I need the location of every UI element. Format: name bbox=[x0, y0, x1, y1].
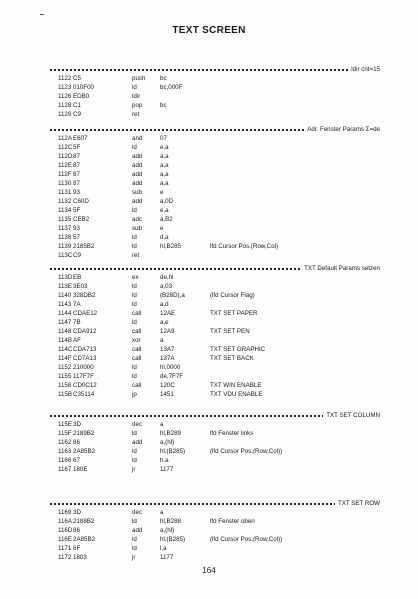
operand: a,03 bbox=[160, 283, 173, 290]
address: 1139 bbox=[58, 243, 72, 250]
operand: a bbox=[160, 509, 164, 516]
mnemonic: add bbox=[132, 162, 143, 169]
mnemonic: jr bbox=[132, 466, 136, 473]
operand: hl,B285 bbox=[160, 243, 181, 250]
operand: 12AE bbox=[160, 310, 176, 317]
comment: TXT SET PEN bbox=[210, 328, 250, 335]
mnemonic: ld bbox=[132, 430, 137, 437]
listing-row bbox=[50, 420, 380, 429]
mnemonic: ld bbox=[132, 518, 137, 525]
opcode: EB bbox=[73, 274, 82, 281]
listing-row bbox=[50, 300, 380, 309]
address: 115B bbox=[58, 391, 72, 398]
mnemonic: ex bbox=[132, 274, 139, 281]
address: 115E bbox=[58, 421, 72, 428]
address: 1163 bbox=[58, 448, 72, 455]
mnemonic: call bbox=[132, 355, 142, 362]
opcode: 1803 bbox=[73, 554, 87, 561]
operand: e bbox=[160, 189, 164, 196]
listing-row bbox=[50, 242, 380, 251]
opcode: CEB2 bbox=[73, 216, 90, 223]
dotted-rule bbox=[50, 503, 380, 505]
listing-row bbox=[50, 447, 380, 456]
operand: hl,(B285) bbox=[160, 448, 186, 455]
opcode: CD0C12 bbox=[73, 382, 97, 389]
address: 1130 bbox=[58, 180, 72, 187]
mnemonic: ld bbox=[132, 234, 137, 241]
operand: a,a bbox=[160, 171, 169, 178]
mnemonic: ld bbox=[132, 373, 137, 380]
mnemonic: ret bbox=[132, 111, 140, 118]
operand: hl,B288 bbox=[160, 518, 181, 525]
mnemonic: and bbox=[132, 135, 143, 142]
listing-row bbox=[50, 233, 380, 242]
mnemonic: call bbox=[132, 346, 142, 353]
address: 112F bbox=[58, 171, 72, 178]
comment: lfd Fenster oben bbox=[210, 518, 255, 525]
operand: h,a bbox=[160, 457, 169, 464]
address: 1126 bbox=[58, 93, 72, 100]
mnemonic: ld bbox=[132, 301, 137, 308]
address: 113D bbox=[58, 274, 73, 281]
mnemonic: adc bbox=[132, 216, 142, 223]
opcode: 87 bbox=[73, 153, 80, 160]
mnemonic: sub bbox=[132, 189, 142, 196]
mnemonic: add bbox=[132, 527, 143, 534]
operand: a,a bbox=[160, 162, 169, 169]
address: 1128 bbox=[58, 102, 72, 109]
listing-section bbox=[50, 65, 380, 119]
listing-row bbox=[50, 206, 380, 215]
listing-row bbox=[50, 161, 380, 170]
listing-row bbox=[50, 273, 380, 282]
operand: 1451 bbox=[160, 391, 174, 398]
mnemonic: ld bbox=[132, 144, 137, 151]
opcode: 2188B2 bbox=[73, 518, 95, 525]
comment: TXT SET PAPER bbox=[210, 310, 258, 317]
address: 1144 bbox=[58, 310, 72, 317]
section-label: TXT Default Params setzen bbox=[301, 264, 380, 273]
operand: hl,0000 bbox=[160, 364, 181, 371]
listing-row bbox=[50, 456, 380, 465]
address: 112C bbox=[58, 144, 73, 151]
listing-row bbox=[50, 291, 380, 300]
operand: a bbox=[160, 337, 164, 344]
address: 1162 bbox=[58, 439, 72, 446]
operand: a,(hl) bbox=[160, 439, 175, 446]
listing-row bbox=[50, 188, 380, 197]
operand: e,a bbox=[160, 144, 169, 151]
operand: 1177 bbox=[160, 466, 174, 473]
operand: 07 bbox=[160, 135, 167, 142]
address: 112E bbox=[58, 162, 72, 169]
operand: e,a bbox=[160, 207, 169, 214]
listing-row bbox=[50, 318, 380, 327]
opcode: 2A85B2 bbox=[73, 448, 96, 455]
operand: 137A bbox=[160, 355, 175, 362]
opcode: C9 bbox=[73, 111, 81, 118]
mnemonic: call bbox=[132, 328, 142, 335]
opcode: 93 bbox=[73, 189, 80, 196]
address: 1138 bbox=[58, 234, 72, 241]
listing-row bbox=[50, 390, 380, 399]
mnemonic: xor bbox=[132, 337, 141, 344]
address: 1158 bbox=[58, 382, 72, 389]
address: 1147 bbox=[58, 319, 72, 326]
address: 1129 bbox=[58, 111, 72, 118]
opcode: 6F bbox=[73, 545, 81, 552]
operand: hl,B289 bbox=[160, 430, 181, 437]
listing-row bbox=[50, 251, 380, 260]
listing-row bbox=[50, 92, 380, 101]
mnemonic: add bbox=[132, 439, 143, 446]
opcode: 7A bbox=[73, 301, 81, 308]
listing-section bbox=[50, 264, 380, 399]
address: 1134 bbox=[58, 207, 72, 214]
listing-row bbox=[50, 535, 380, 544]
opcode: 328DB2 bbox=[73, 292, 96, 299]
section-separator bbox=[50, 65, 380, 74]
opcode: 2A85B2 bbox=[73, 536, 96, 543]
mnemonic: ld bbox=[132, 457, 137, 464]
operand: bc bbox=[160, 75, 167, 82]
listing-row bbox=[50, 224, 380, 233]
mnemonic: ldir bbox=[132, 93, 141, 100]
address: 1172 bbox=[58, 554, 72, 561]
address: 1140 bbox=[58, 292, 72, 299]
opcode: 3D bbox=[73, 509, 81, 516]
mnemonic: dec bbox=[132, 509, 142, 516]
address: 1166 bbox=[58, 457, 72, 464]
opcode: CD7A13 bbox=[73, 355, 97, 362]
listing-row bbox=[50, 381, 380, 390]
operand: a,d bbox=[160, 301, 169, 308]
opcode: 210000 bbox=[73, 364, 94, 371]
mnemonic: call bbox=[132, 310, 142, 317]
listing-row bbox=[50, 336, 380, 345]
address: 114C bbox=[58, 346, 73, 353]
listing-row bbox=[50, 282, 380, 291]
listing-row bbox=[50, 553, 380, 562]
opcode: 2189B2 bbox=[73, 430, 95, 437]
listing-row bbox=[50, 179, 380, 188]
mnemonic: pop bbox=[132, 102, 143, 109]
section-separator bbox=[50, 125, 380, 134]
opcode: 87 bbox=[73, 162, 80, 169]
operand: de,7F7F bbox=[160, 373, 184, 380]
mnemonic: sub bbox=[132, 225, 142, 232]
opcode: 180E bbox=[73, 466, 88, 473]
listing-row bbox=[50, 526, 380, 535]
opcode: 86 bbox=[73, 527, 80, 534]
mnemonic: ld bbox=[132, 448, 137, 455]
address: 1171 bbox=[58, 545, 72, 552]
operand: a,a bbox=[160, 153, 169, 160]
address: 116A bbox=[58, 518, 72, 525]
opcode: AF bbox=[73, 337, 81, 344]
address: 114F bbox=[58, 355, 72, 362]
listing-row bbox=[50, 309, 380, 318]
address: 1169 bbox=[58, 509, 72, 516]
comment: TXT WIN ENABLE bbox=[210, 382, 262, 389]
mnemonic: jp bbox=[132, 391, 137, 398]
opcode: 87 bbox=[73, 180, 80, 187]
address: 116E bbox=[58, 536, 72, 543]
listing-row bbox=[50, 74, 380, 83]
operand: l,a bbox=[160, 545, 167, 552]
comment: (lfd Cursor Flag) bbox=[210, 292, 255, 299]
address: 1152 bbox=[58, 364, 72, 371]
mnemonic: ld bbox=[132, 364, 137, 371]
opcode: 7B bbox=[73, 319, 81, 326]
mnemonic: jr bbox=[132, 554, 136, 561]
address: 112A bbox=[58, 135, 72, 142]
opcode: EDB0 bbox=[73, 93, 90, 100]
address: 1155 bbox=[58, 373, 72, 380]
opcode: 117F7F bbox=[73, 373, 94, 380]
mnemonic: add bbox=[132, 180, 143, 187]
address: 1135 bbox=[58, 216, 72, 223]
operand: a,B2 bbox=[160, 216, 173, 223]
address: 1131 bbox=[58, 189, 72, 196]
opcode: 67 bbox=[73, 457, 80, 464]
operand: d,a bbox=[160, 234, 169, 241]
address: 116D bbox=[58, 527, 73, 534]
section-label: ldir cnt=15 bbox=[348, 65, 380, 74]
opcode: C1 bbox=[73, 102, 81, 109]
listing-row bbox=[50, 363, 380, 372]
operand: (B28D),a bbox=[160, 292, 185, 299]
address: 113C bbox=[58, 252, 73, 259]
listing-row bbox=[50, 83, 380, 92]
address: 1137 bbox=[58, 225, 72, 232]
listing-row bbox=[50, 134, 380, 143]
opcode: C60D bbox=[73, 198, 89, 205]
section-label: TXT SET ROW bbox=[335, 499, 380, 508]
listing-row bbox=[50, 438, 380, 447]
comment: TXT SET BACK bbox=[210, 355, 254, 362]
listing-row bbox=[50, 465, 380, 474]
page-number: 164 bbox=[202, 566, 216, 575]
address: 113E bbox=[58, 283, 72, 290]
operand: 13A7 bbox=[160, 346, 175, 353]
page-title: TEXT SCREEN bbox=[172, 25, 246, 36]
listing-row bbox=[50, 508, 380, 517]
listing-row bbox=[50, 101, 380, 110]
opcode: E607 bbox=[73, 135, 88, 142]
operand: hl,(B285) bbox=[160, 536, 186, 543]
opcode: C5 bbox=[73, 75, 81, 82]
mnemonic: ld bbox=[132, 243, 137, 250]
opcode: 3E03 bbox=[73, 283, 88, 290]
mnemonic: dec bbox=[132, 421, 142, 428]
listing-section bbox=[50, 499, 380, 562]
operand: 120C bbox=[160, 382, 175, 389]
listing-row bbox=[50, 517, 380, 526]
operand: a,a bbox=[160, 180, 169, 187]
address: 1167 bbox=[58, 466, 72, 473]
operand: bc bbox=[160, 102, 167, 109]
listing-row bbox=[50, 354, 380, 363]
page-mark bbox=[40, 14, 44, 15]
section-separator bbox=[50, 264, 380, 273]
listing-row bbox=[50, 327, 380, 336]
comment: TXT VDU ENABLE bbox=[210, 391, 263, 398]
mnemonic: ld bbox=[132, 292, 137, 299]
mnemonic: ld bbox=[132, 536, 137, 543]
mnemonic: add bbox=[132, 153, 143, 160]
comment: (lfd Cursor Pos.(Row,Col)) bbox=[210, 448, 283, 455]
opcode: 010F00 bbox=[73, 84, 94, 91]
mnemonic: add bbox=[132, 171, 143, 178]
operand: e bbox=[160, 225, 164, 232]
listing-section bbox=[50, 411, 380, 474]
mnemonic: ld bbox=[132, 319, 137, 326]
mnemonic: add bbox=[132, 198, 143, 205]
listing-row bbox=[50, 372, 380, 381]
comment: lfd Fenster links bbox=[210, 430, 254, 437]
mnemonic: ret bbox=[132, 252, 140, 259]
listing-row bbox=[50, 170, 380, 179]
opcode: C35114 bbox=[73, 391, 95, 398]
listing-row bbox=[50, 544, 380, 553]
operand: de,hl bbox=[160, 274, 174, 281]
section-separator bbox=[50, 411, 380, 420]
listing-section bbox=[50, 125, 380, 260]
opcode: C9 bbox=[73, 252, 81, 259]
opcode: 5F bbox=[73, 207, 81, 214]
address: 1148 bbox=[58, 328, 72, 335]
opcode: 2185B2 bbox=[73, 243, 95, 250]
listing-row bbox=[50, 215, 380, 224]
mnemonic: ld bbox=[132, 283, 137, 290]
operand: a,(hl) bbox=[160, 527, 175, 534]
listing-row bbox=[50, 197, 380, 206]
section-label: TXT SET COLUMN bbox=[323, 411, 380, 420]
section-label: Adr. Fenster Params Σ=de bbox=[304, 125, 380, 134]
section-separator bbox=[50, 499, 380, 508]
opcode: CDAE12 bbox=[73, 310, 98, 317]
listing-row bbox=[50, 110, 380, 119]
address: 1143 bbox=[58, 301, 72, 308]
mnemonic: call bbox=[132, 382, 142, 389]
address: 1122 bbox=[58, 75, 72, 82]
opcode: 57 bbox=[73, 234, 80, 241]
operand: 12A9 bbox=[160, 328, 175, 335]
comment: (lfd Cursor Pos.(Row,Col)) bbox=[210, 536, 283, 543]
address: 1123 bbox=[58, 84, 72, 91]
opcode: CDA912 bbox=[73, 328, 97, 335]
listing-row bbox=[50, 152, 380, 161]
opcode: 93 bbox=[73, 225, 80, 232]
opcode: CDA713 bbox=[73, 346, 97, 353]
operand: 1177 bbox=[160, 554, 174, 561]
opcode: 87 bbox=[73, 171, 80, 178]
listing-row bbox=[50, 345, 380, 354]
opcode: 3D bbox=[73, 421, 81, 428]
address: 115F bbox=[58, 430, 72, 437]
address: 1132 bbox=[58, 198, 72, 205]
opcode: 5F bbox=[73, 144, 81, 151]
address: 114B bbox=[58, 337, 72, 344]
mnemonic: ld bbox=[132, 207, 137, 214]
mnemonic: ld bbox=[132, 84, 137, 91]
mnemonic: push bbox=[132, 75, 146, 82]
dotted-rule bbox=[50, 69, 380, 71]
mnemonic: ld bbox=[132, 545, 137, 552]
operand: bc,000F bbox=[160, 84, 183, 91]
operand: a,0D bbox=[160, 198, 174, 205]
comment: lfd Cursor Pos.(Row,Col) bbox=[210, 243, 279, 250]
comment: TXT SET GRAPHIC bbox=[210, 346, 266, 353]
address: 112D bbox=[58, 153, 73, 160]
operand: a,e bbox=[160, 319, 169, 326]
opcode: 86 bbox=[73, 439, 80, 446]
listing-row bbox=[50, 429, 380, 438]
listing-row bbox=[50, 143, 380, 152]
operand: a bbox=[160, 421, 164, 428]
